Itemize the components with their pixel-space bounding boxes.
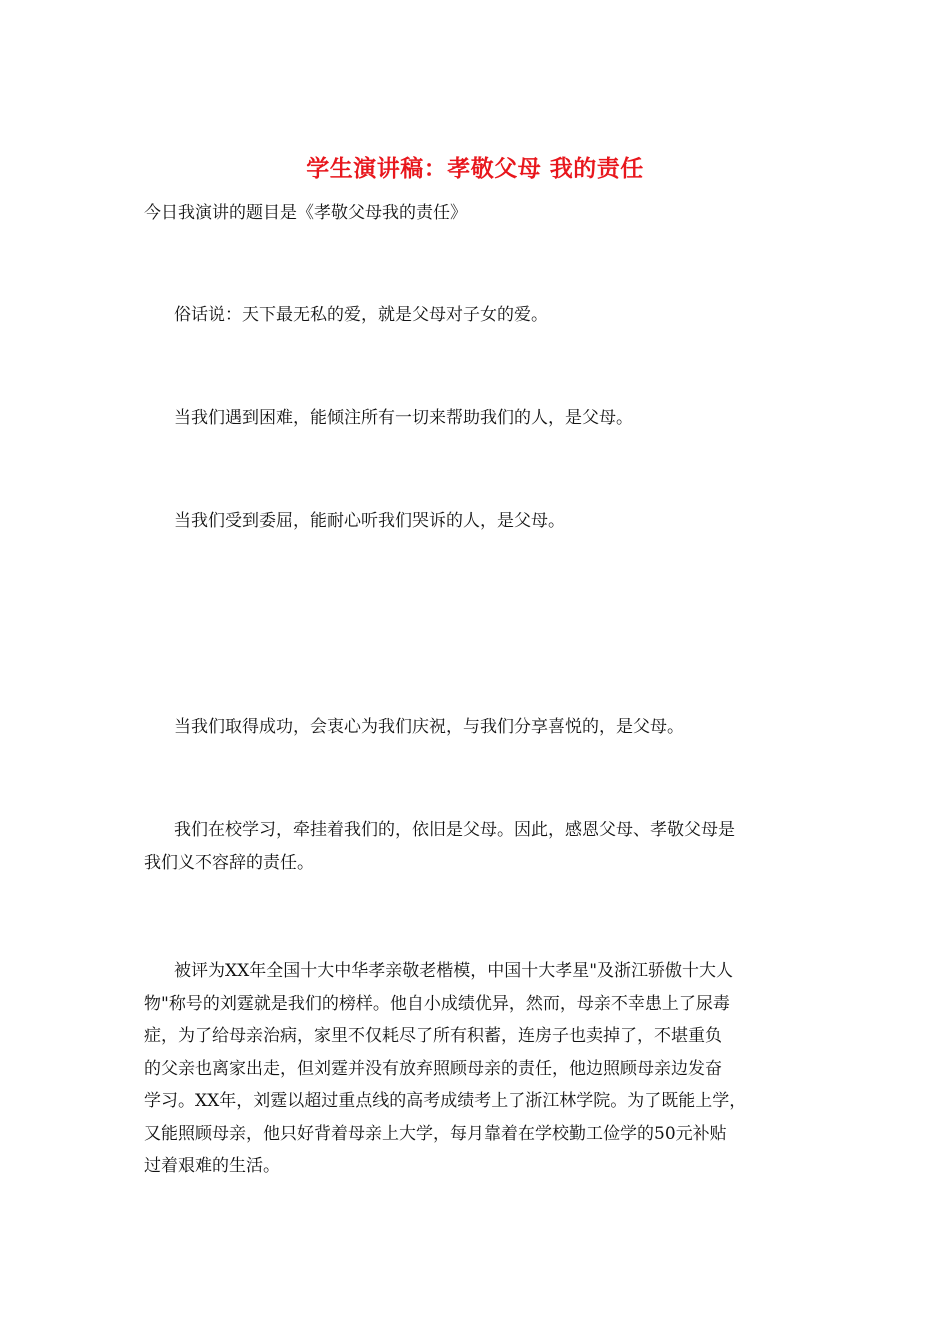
paragraph-story-line: 物"称号的刘霆就是我们的榜样。他自小成绩优异，然而，母亲不幸患上了尿毒 xyxy=(144,993,730,1014)
paragraph-grievance: 当我们受到委屈，能耐心听我们哭诉的人，是父母。 xyxy=(174,511,565,531)
paragraph-story-line: 症，为了给母亲治病，家里不仅耗尽了所有积蓄，连房子也卖掉了，不堪重负 xyxy=(144,1026,722,1046)
paragraph-proverb: 俗话说：天下最无私的爱，就是父母对子女的爱。 xyxy=(174,305,548,325)
paragraph-story-line: 的父亲也离家出走，但刘霆并没有放弃照顾母亲的责任，他边照顾母亲边发奋 xyxy=(144,1058,722,1079)
document-title: 学生演讲稿：孝敬父母 我的责任 xyxy=(306,155,644,182)
paragraph-story-line: 学习。XX年，刘霆以超过重点线的高考成绩考上了浙江林学院。为了既能上学， xyxy=(144,1091,747,1111)
paragraph-duty xyxy=(144,814,808,879)
paragraph-success: 当我们取得成功，会衷心为我们庆祝，与我们分享喜悦的，是父母。 xyxy=(174,717,684,737)
paragraph-difficulty: 当我们遇到困难，能倾注所有一切来帮助我们的人，是父母。 xyxy=(174,408,633,428)
paragraph-duty-line: 我们义不容辞的责任。 xyxy=(144,852,314,873)
paragraph-story-line: 又能照顾母亲，他只好背着母亲上大学，每月靠着在学校勤工俭学的50元补贴 xyxy=(144,1123,727,1144)
paragraph-story-line: 被评为XX年全国十大中华孝亲敬老楷模，中国十大孝星"及浙江骄傲十大人 xyxy=(174,961,734,981)
intro-line: 今日我演讲的题目是《孝敬父母我的责任》 xyxy=(144,203,467,223)
paragraph-duty-line: 我们在校学习，牵挂着我们的，依旧是父母。因此，感恩父母、孝敬父母是 xyxy=(174,820,735,840)
paragraph-story xyxy=(144,955,808,1183)
paragraph-story-line: 过着艰难的生活。 xyxy=(144,1156,280,1176)
